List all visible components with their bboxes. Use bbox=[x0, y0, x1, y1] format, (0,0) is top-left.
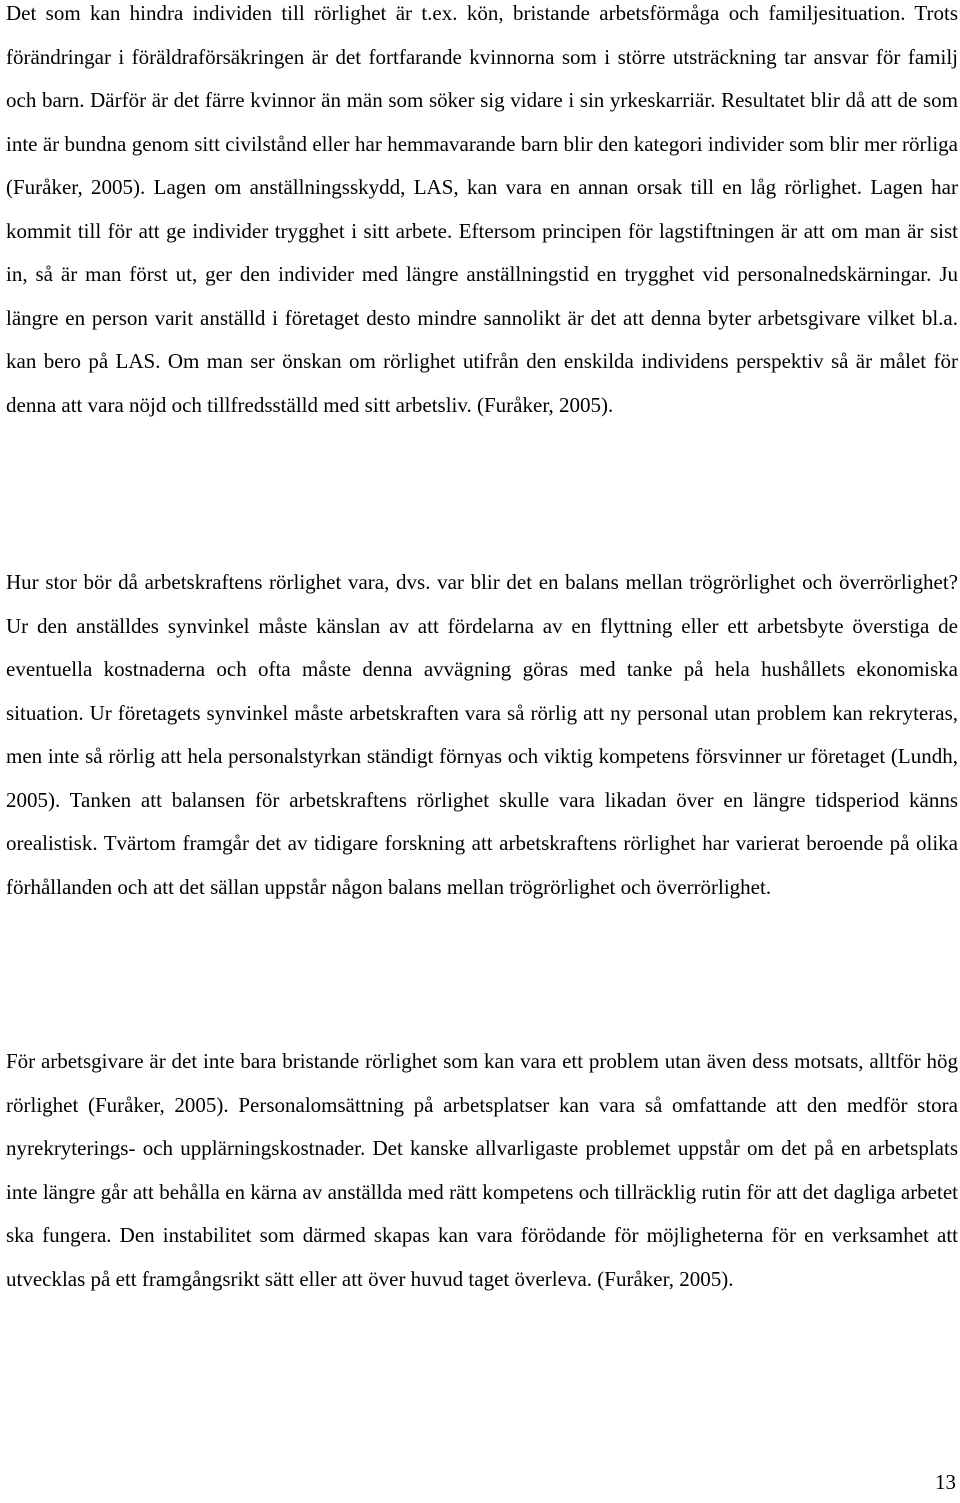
body-paragraph-2: Hur stor bör då arbetskraftens rörlighet vara, dvs. var blir det en balans mellan trögrörlighet och överrörlighet? Ur den anställdes synvinkel måste känslan av att fördelarna av en flyttning eller ett arbetsbyte överstiga de eventuella kostnaderna och ofta måste denna avvägning göras med tanke på hela hushållets ekonomiska situation. Ur företagets synvinkel måste arbetskraften vara så rörlig att ny personal utan problem kan rekryteras, men inte så rörlig att hela personalstyrkan ständigt förnyas och viktig kompetens försvinner ur företaget (Lundh, 2005). Tanken att balansen för arbetskraftens rörlighet skulle vara likadan över en längre tidsperiod känns orealistisk. Tvärtom framgår det av tidigare forskning att arbetskraftens rörlighet har varierat beroende på olika förhållanden och att det sällan uppstår någon balans mellan trögrörlighet och överrörlighet. bbox=[6, 570, 958, 899]
body-paragraph-1: Det som kan hindra individen till rörlighet är t.ex. kön, bristande arbetsförmåga och familjesituation. Trots förändringar i föräldraförsäkringen är det fortfarande kvinnorna som i större utsträckning tar ansvar för familj och barn. Därför är det färre kvinnor än män som söker sig vidare i sin yrkeskarriär. Resultatet blir då att de som inte är bundna genom sitt civilstånd eller har hemmavarande barn blir den kategori individer som blir mer rörliga (Furåker, 2005). Lagen om anställningsskydd, LAS, kan vara en annan orsak till en låg rörlighet. Lagen har kommit till för att ge individer trygghet i sitt arbete. Eftersom principen för lagstiftningen är att om man är sist in, så är man först ut, ger den individer med längre anställningstid en trygghet vid personalnedskärningar. Ju längre en person varit anställd i företaget desto mindre sannolikt är det att denna byter arbetsgivare vilket bl.a. kan bero på LAS. Om man ser önskan om rörlighet utifrån den enskilda individens perspektiv så är målet för denna att vara nöjd och tillfredsställd med sitt arbetsliv. (Furåker, 2005). bbox=[6, 1, 958, 417]
page-number: 13 bbox=[935, 1470, 956, 1494]
body-paragraph-3: För arbetsgivare är det inte bara bristande rörlighet som kan vara ett problem utan även dess motsats, alltför hög rörlighet (Furåker, 2005). Personalomsättning på arbetsplatser kan vara så omfattande att den medför stora nyrekryterings- och upplärningskostnader. Det kanske allvarligaste problemet uppstår om det på en arbetsplats inte längre går att behålla en kärna av anställda med rätt kompetens och tillräcklig rutin för att det dagliga arbetet ska fungera. Den instabilitet som därmed skapas kan vara förödande för möjligheterna för en verksamhet att utvecklas på ett framgångsrikt sätt eller att över huvud taget överleva. (Furåker, 2005). bbox=[6, 1049, 958, 1291]
